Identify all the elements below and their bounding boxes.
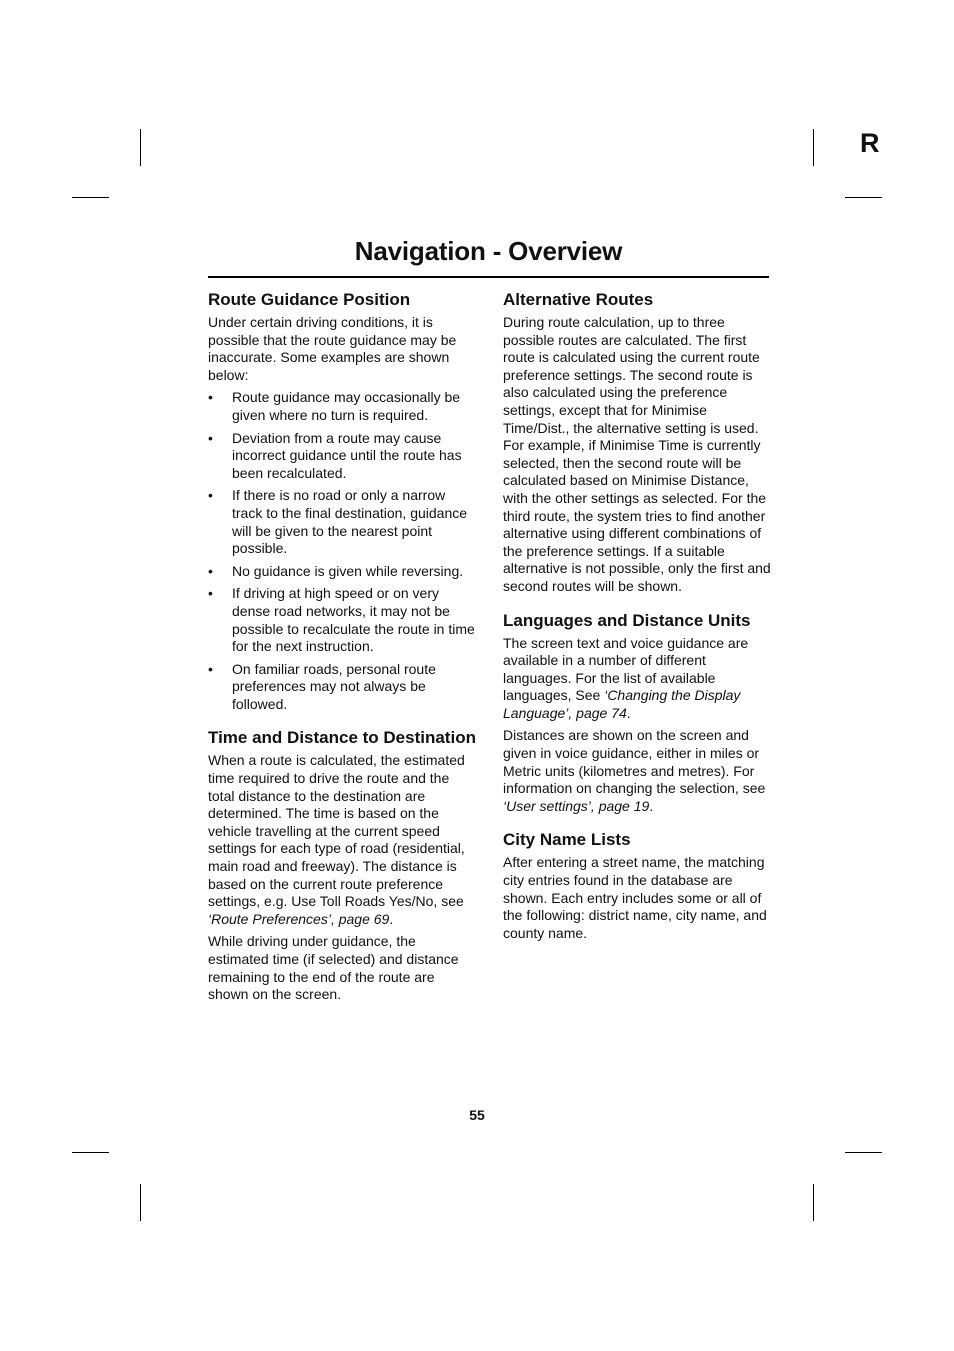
distance-units-paragraph	[503, 727, 771, 815]
list-item	[208, 389, 476, 424]
paragraph-text: When a route is calculated, the estimated time required to drive the route and the total distance to the destination are determined. The time is based on the vehicle travelling at the current speed settings for each type of road (residential, main road and freeway). The distance is based on the current route preference settings, e.g. Use Toll Roads Yes/No, see	[208, 752, 465, 910]
list-item	[208, 430, 476, 483]
crop-mark	[845, 197, 882, 198]
paragraph-text: The screen text and voice guidance are available in a number of different languages. For the list of available languages, See	[503, 634, 749, 704]
section-letter: R	[860, 128, 880, 158]
list-item-text: On familiar roads, personal route preferences may not always be followed.	[232, 660, 436, 712]
punctuation: .	[389, 910, 394, 927]
paragraph-text: Distances are shown on the screen and given in voice guidance, either in miles or Metric units (kilometres and metres). For information on changing the selection, see	[503, 727, 766, 797]
list-item	[208, 585, 476, 655]
time-distance-heading: Time and Distance to Destination	[208, 728, 476, 748]
crop-mark	[140, 1184, 141, 1221]
crop-mark	[813, 1184, 814, 1221]
route-guidance-list	[208, 389, 476, 713]
right-column	[503, 289, 771, 947]
punctuation: .	[626, 704, 631, 721]
crop-mark	[72, 197, 109, 198]
page-title: Navigation - Overview	[354, 236, 623, 266]
list-item-text: Deviation from a route may cause incorrect guidance until the route has been recalculated.	[232, 429, 462, 481]
languages-heading: Languages and Distance Units	[503, 610, 751, 630]
punctuation: .	[649, 797, 654, 814]
bullet: •	[208, 585, 213, 602]
list-item-text: If driving at high speed or on very dense road networks, it may not be possible to recalculate the route in time for the next instruction.	[232, 585, 475, 655]
cross-reference-link[interactable]: ‘Changing the Display Language’, page 74	[503, 687, 741, 721]
bullet: •	[208, 389, 213, 406]
time-distance-paragraph-2: While driving under guidance, the estimated time (if selected) and distance remaining to the end of the route are shown on the screen.	[208, 933, 459, 1003]
bullet: •	[208, 660, 213, 677]
city-name-lists-heading: City Name Lists	[503, 830, 631, 850]
cross-reference-link[interactable]: ‘Route Preferences’, page 69	[208, 910, 390, 927]
languages-paragraph	[503, 635, 771, 723]
alternative-routes-body: During route calculation, up to three possible routes are calculated. The first route is calculated using the current route preference settings. The second route is also calculated using the preference settings, except that for Minimise Time/Dist., the alternative setting is used. For example, if Minimise Time is currently selected, then the second route will be calculated based on Minimise Distance, with the other settings as selected. For the third route, the system tries to find another alternative using different combinations of the preference settings. If a suitable alternative is not possible, only the first and second routes will be shown.	[503, 314, 771, 594]
list-item	[208, 487, 476, 557]
page-number: 55	[469, 1107, 485, 1123]
left-column	[208, 289, 476, 1009]
crop-mark	[845, 1152, 882, 1153]
crop-mark	[140, 129, 141, 166]
alternative-routes-heading: Alternative Routes	[503, 290, 654, 309]
bullet: •	[208, 562, 213, 579]
crop-mark	[72, 1152, 109, 1153]
list-item	[208, 563, 476, 581]
bullet: •	[208, 429, 213, 446]
time-distance-paragraph	[208, 752, 476, 928]
bullet: •	[208, 487, 213, 504]
crop-mark	[813, 129, 814, 166]
list-item-text: Route guidance may occasionally be given where no turn is required.	[232, 389, 461, 423]
list-item-text: If there is no road or only a narrow track to the final destination, guidance will be given to the nearest point possible.	[232, 487, 468, 557]
route-guidance-heading: Route Guidance Position	[208, 290, 411, 309]
list-item-text: No guidance is given while reversing.	[232, 562, 464, 579]
route-guidance-intro: Under certain driving conditions, it is possible that the route guidance may be inaccurate. Some examples are shown below:	[208, 314, 457, 383]
cross-reference-link[interactable]: ‘User settings’, page 19	[503, 797, 650, 814]
title-rule	[208, 276, 769, 278]
list-item	[208, 661, 476, 714]
city-name-lists-body: After entering a street name, the matching city entries found in the database are shown. Each entry includes some or all of the following: district name, city name, and county name.	[503, 854, 767, 941]
